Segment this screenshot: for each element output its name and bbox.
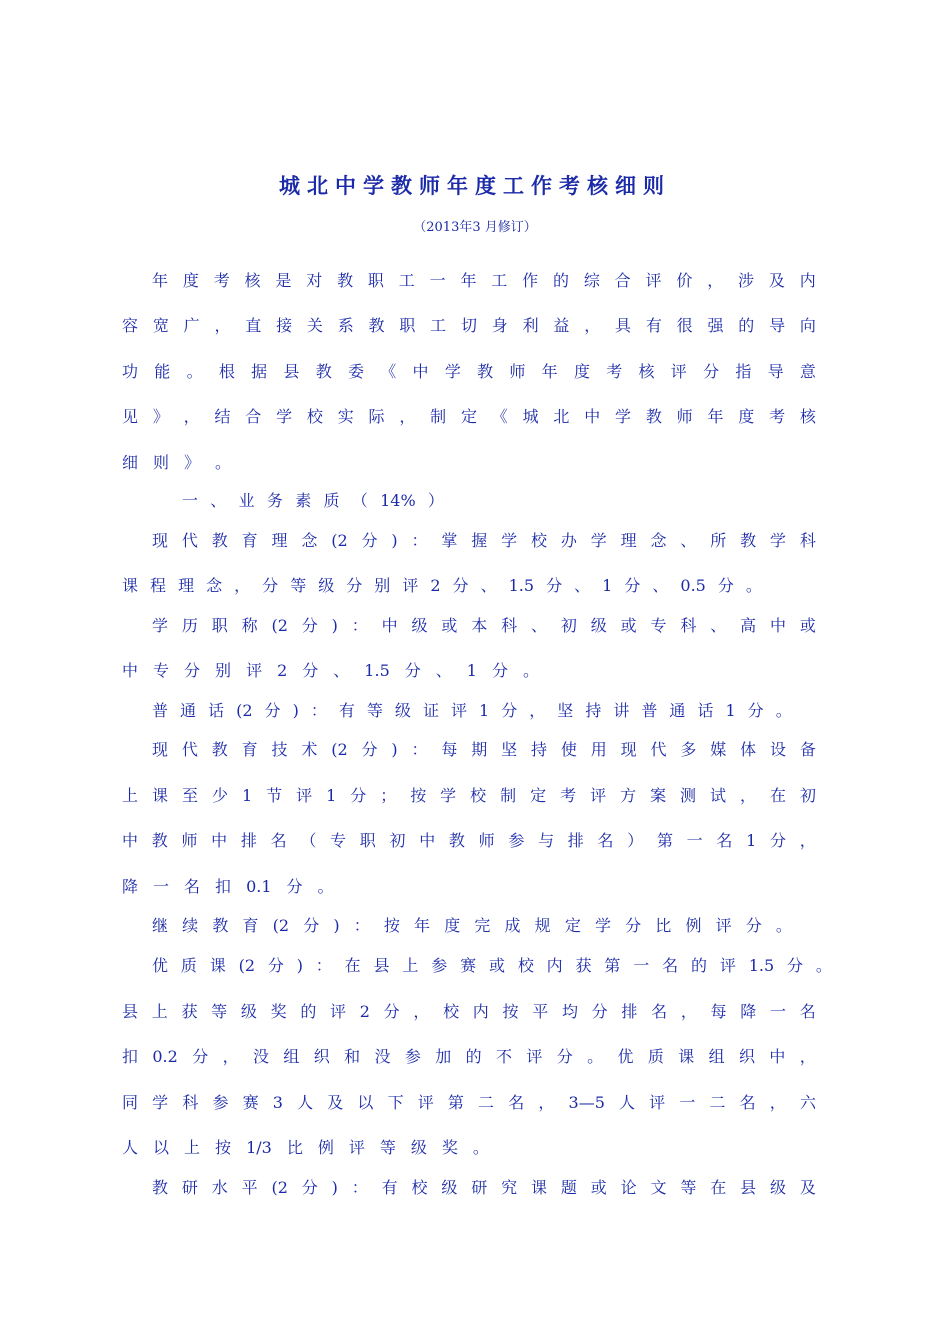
body-line: 容 宽 广 ， 直 接 关 系 教 职 工 切 身 利 益 ， 具 有 很 强 的 导 向 <box>122 316 816 335</box>
body-line: 人 以 上 按 1/3 比 例 评 等 级 奖 。 <box>122 1138 489 1157</box>
body-line: 同 学 科 参 赛 3 人 及 以 下 评 第 二 名 ， 3—5 人 评 一 二 名 ， 六 <box>122 1093 816 1112</box>
body-line: 降 一 名 扣 0.1 分 。 <box>122 877 334 896</box>
body-line: 上 课 至 少 1 节 评 1 分 ； 按 学 校 制 定 考 评 方 案 测 试 ， 在 初 <box>122 786 816 805</box>
body-line: 学 历 职 称 (2 分 ) ： 中 级 或 本 科 、 初 级 或 专 科 、 高 中 或 <box>152 616 816 635</box>
document-title: 城北中学教师年度工作考核细则 <box>279 174 671 198</box>
body-line: 普 通 话 (2 分 ) ： 有 等 级 证 评 1 分 ， 坚 持 讲 普 通 话 1 分 。 <box>152 701 792 720</box>
body-line: 年 度 考 核 是 对 教 职 工 一 年 工 作 的 综 合 评 价 ， 涉 及 内 <box>152 271 816 290</box>
body-line: 扣 0.2 分 ， 没 组 织 和 没 参 加 的 不 评 分 。 优 质 课 组 织 中 ， <box>122 1047 816 1066</box>
body-line: 见 》 ， 结 合 学 校 实 际 ， 制 定 《 城 北 中 学 教 师 年 度 考 核 <box>122 407 816 426</box>
body-line: 教 研 水 平 (2 分 ) ： 有 校 级 研 究 课 题 或 论 文 等 在 县 级 及 <box>152 1178 816 1197</box>
body-line: 细 则 》 。 <box>122 453 232 472</box>
body-line: 县 上 获 等 级 奖 的 评 2 分 ， 校 内 按 平 均 分 排 名 ， 每 降 一 名 <box>122 1002 816 1021</box>
body-line: 中 专 分 别 评 2 分 、 1.5 分 、 1 分 。 <box>122 661 539 680</box>
document-subtitle: （2013年3 月修订） <box>413 220 537 235</box>
body-line: 功 能 。 根 据 县 教 委 《 中 学 教 师 年 度 考 核 评 分 指 导 意 <box>122 362 816 381</box>
body-line: 中 教 师 中 排 名 （ 专 职 初 中 教 师 参 与 排 名 ） 第 一 名 1 分 ， <box>122 831 816 850</box>
body-line: 继 续 教 育 (2 分 ) ： 按 年 度 完 成 规 定 学 分 比 例 评 分 。 <box>152 916 792 935</box>
body-line: 一 、 业 务 素 质 （ 14% ） <box>182 491 444 510</box>
body-line: 课 程 理 念 ， 分 等 级 分 别 评 2 分 、 1.5 分 、 1 分 、 0.5 分 。 <box>122 576 762 595</box>
body-line: 优 质 课 (2 分 ) ： 在 县 上 参 赛 或 校 内 获 第 一 名 的 评 1.5 分 。 <box>152 956 832 975</box>
body-line: 现 代 教 育 理 念 (2 分 ) ： 掌 握 学 校 办 学 理 念 、 所 教 学 科 <box>152 531 816 550</box>
body-line: 现 代 教 育 技 术 (2 分 ) ： 每 期 坚 持 使 用 现 代 多 媒 体 设 备 <box>152 740 816 759</box>
